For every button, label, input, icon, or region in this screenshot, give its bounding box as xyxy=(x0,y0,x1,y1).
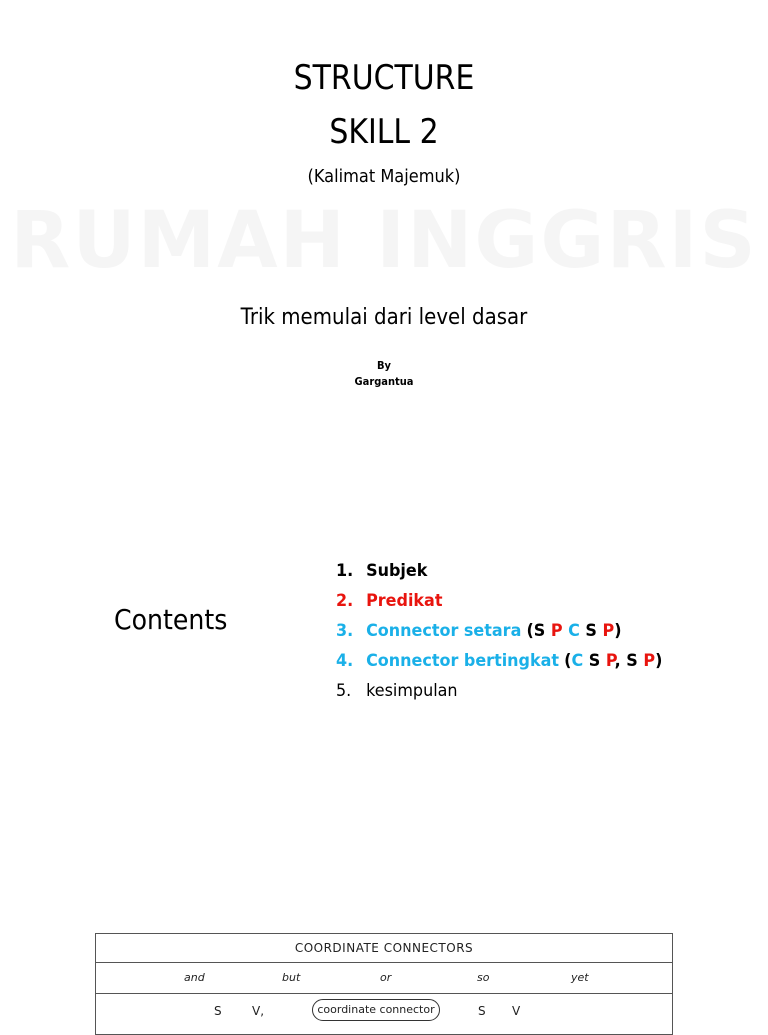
formula-token: P xyxy=(605,651,615,671)
item-label: Connector setara xyxy=(366,621,522,641)
pattern-verb: V, xyxy=(252,1004,265,1018)
formula-token: S xyxy=(585,621,597,641)
pattern-verb-2: V xyxy=(512,1004,521,1018)
contents-item-subjek xyxy=(336,556,662,586)
item-label: Subjek xyxy=(366,561,428,581)
item-number: 2. xyxy=(336,591,354,611)
contents-item-predikat xyxy=(336,586,662,616)
formula-token: ) xyxy=(655,651,663,671)
connector-yet: yet xyxy=(571,971,589,984)
item-number: 4. xyxy=(336,651,354,671)
formula-token: S xyxy=(626,651,638,671)
page-subtitle: (Kalimat Majemuk) xyxy=(307,166,461,187)
item-number: 1. xyxy=(336,561,354,581)
item-number: 5. xyxy=(336,681,352,701)
connector-but: but xyxy=(282,971,301,984)
formula-token: P xyxy=(602,621,615,641)
connector-so: so xyxy=(477,971,490,984)
connector-row xyxy=(96,963,672,994)
watermark: RUMAH INGGRIS xyxy=(10,196,758,286)
tagline: Trik memulai dari level dasar xyxy=(240,305,528,330)
formula-token: P xyxy=(643,651,656,671)
item-number: 3. xyxy=(336,621,354,641)
item-label: kesimpulan xyxy=(366,681,458,701)
pattern-subject-2: S xyxy=(478,1004,486,1018)
byline-author: Gargantua xyxy=(354,375,414,388)
table-title: COORDINATE CONNECTORS xyxy=(96,934,672,963)
connector-and: and xyxy=(184,971,205,984)
formula-token: C xyxy=(571,651,584,671)
connector-or: or xyxy=(380,971,392,984)
item-label: Connector bertingkat xyxy=(366,651,560,671)
contents-heading: Contents xyxy=(114,603,228,636)
coordinate-connector-pill: coordinate connector xyxy=(312,999,440,1021)
formula-token: S xyxy=(588,651,601,671)
formula-token: , xyxy=(614,651,621,671)
formula-token: ( xyxy=(564,651,572,671)
formula-token: C xyxy=(568,621,580,641)
pattern-subject: S xyxy=(214,1004,222,1018)
contents-list xyxy=(336,556,662,706)
pattern-row xyxy=(96,994,672,1030)
page-title-line2: SKILL 2 xyxy=(329,112,439,152)
formula-token: ) xyxy=(614,621,622,641)
formula-token: ( xyxy=(526,621,534,641)
contents-item-connector-setara xyxy=(336,616,662,646)
contents-item-connector-bertingkat xyxy=(336,646,662,676)
item-formula xyxy=(526,621,621,641)
item-formula xyxy=(564,651,662,671)
coordinate-connectors-table xyxy=(95,933,673,1035)
byline-by: By xyxy=(376,359,392,372)
contents-item-kesimpulan xyxy=(336,676,662,706)
item-label: Predikat xyxy=(366,591,443,611)
formula-token: P xyxy=(550,621,563,641)
page-title-line1: STRUCTURE xyxy=(293,58,475,98)
formula-token: S xyxy=(533,621,546,641)
